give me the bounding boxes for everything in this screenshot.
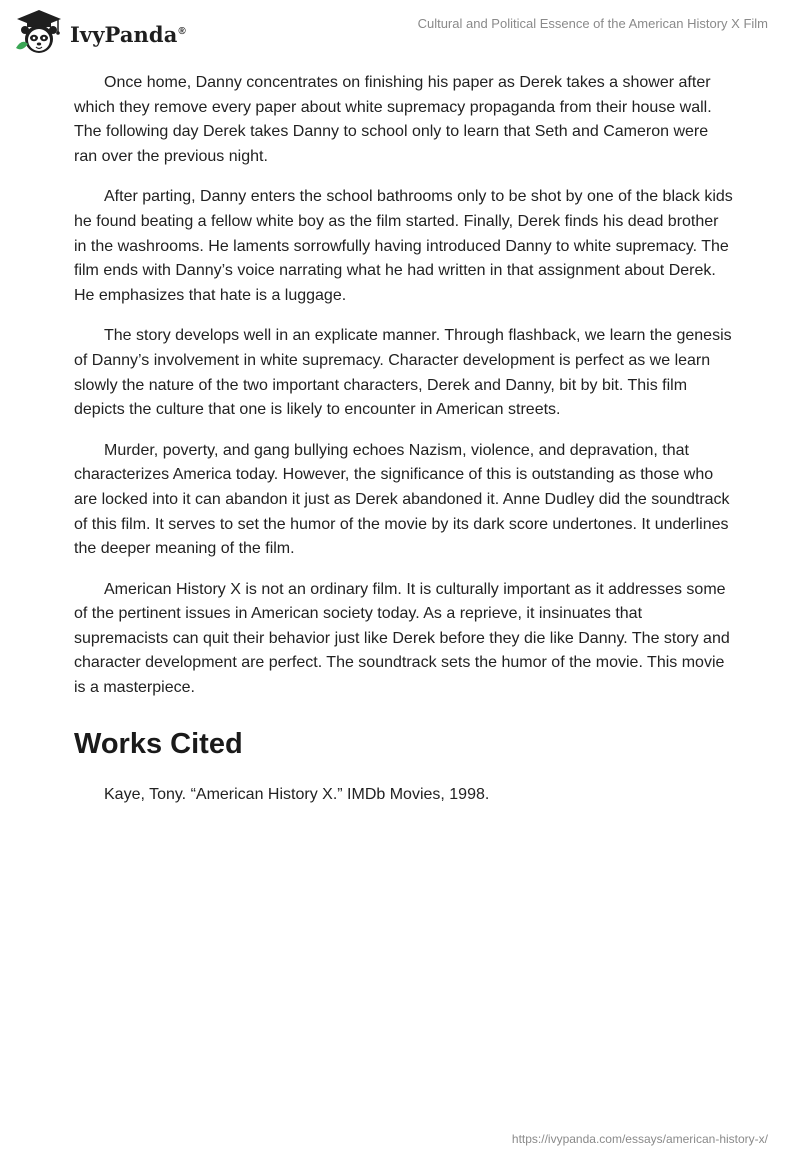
page-header xyxy=(0,0,800,60)
logo-wordmark: IvyPanda® xyxy=(70,21,186,47)
essay-body xyxy=(74,71,734,823)
paragraph: After parting, Danny enters the school bathrooms only to be shot by one of the black kids he found beating a fellow white boy as the film started. Finally, Derek finds his dead brother in the washrooms. He laments sorrowfully having introduced Danny to white supremacy. The film ends with Danny’s voice narrating what he had written in that assignment about Derek. He emphasizes that hate is a luggage. xyxy=(74,188,733,304)
panda-graduate-icon xyxy=(14,8,64,56)
paragraph: American History X is not an ordinary film. It is culturally important as it addresses some of the pertinent issues in American society today. As a reprieve, it insinuates that supremacists can quit their behavior just like Derek before they die like Danny. The story and character development are perfect. The soundtrack sets the humor of the movie. This movie is a masterpiece. xyxy=(74,580,730,697)
paragraph: The story develops well in an explicate manner. Through flashback, we learn the genesis of Danny’s involvement in white supremacy. Character development is perfect as we learn slowly the nature of the two important characters, Derek and Danny, bit by bit. This film depicts the culture that one is likely to encounter in American streets. xyxy=(74,327,732,419)
works-cited-heading: Works Cited xyxy=(74,727,243,760)
running-title: Cultural and Political Essence of the American History X Film xyxy=(417,16,768,31)
source-url[interactable]: https://ivypanda.com/essays/american-history-x/ xyxy=(511,1132,768,1146)
paragraph: Murder, poverty, and gang bullying echoes Nazism, violence, and depravation, that characterizes America today. However, the significance of this is outstanding as those who are locked into it can abandon it just as Derek abandoned it. Anne Dudley did the soundtrack of this film. It serves to set the humor of the movie by its dark score undertones. It underlines the deeper meaning of the film. xyxy=(74,441,730,558)
citation: Kaye, Tony. “American History X.” IMDb Movies, 1998. xyxy=(104,785,490,803)
paragraph: Once home, Danny concentrates on finishing his paper as Derek takes a shower after which they remove every paper about white supremacy propaganda from their house wall. The following day Derek takes Danny to school only to learn that Seth and Cameron were ran over the previous night. xyxy=(74,74,712,165)
ivypanda-logo[interactable] xyxy=(14,8,186,56)
